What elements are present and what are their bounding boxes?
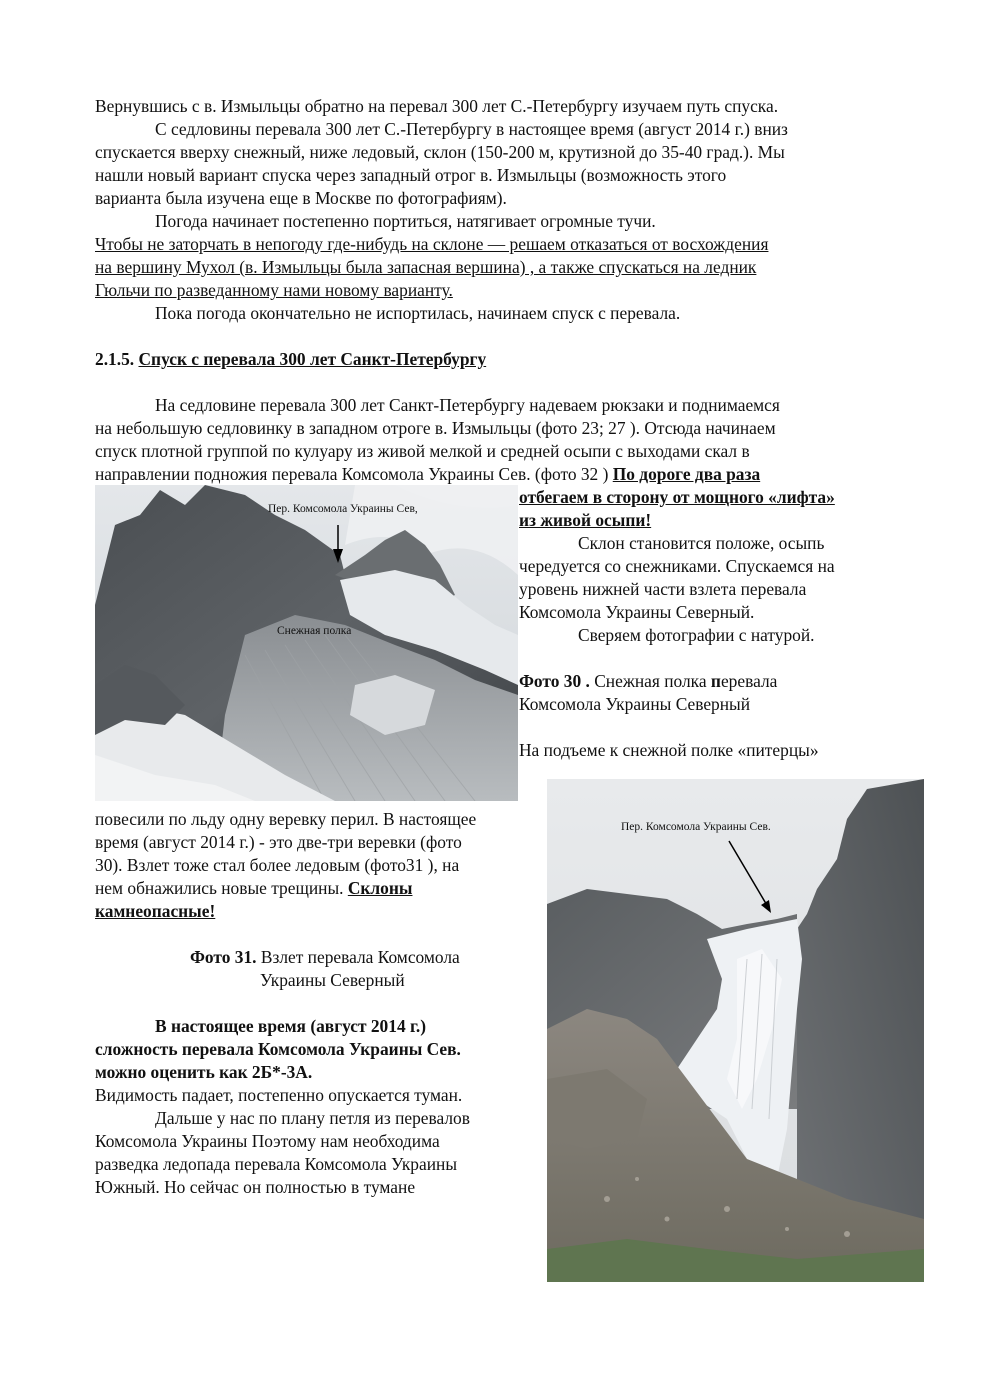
paragraph-line: Вернувшись с в. Измыльцы обратно на перевал 300 лет С.-Петербургу изучаем путь спуска.: [95, 96, 779, 116]
warning-text: отбегаем в сторону от мощного «лифта»: [519, 487, 835, 507]
paragraph-line: варианта была изучена еще в Москве по фотографиям).: [95, 188, 507, 208]
paragraph-line: спускается вверху снежный, ниже ледовый, склон (150-200 м, крутизной до 35-40 град.). Мы: [95, 142, 785, 162]
section-title: Спуск с перевала 300 лет Санкт-Петербургу: [138, 349, 487, 369]
photo-31-caption-line: Украины Северный: [260, 970, 405, 990]
paragraph-text: направлении подножия перевала Комсомола Украины Сев. (фото 32 ): [95, 464, 613, 484]
warning-text: камнеопасные!: [95, 901, 216, 921]
caption-number: Фото 30 .: [519, 671, 595, 691]
warning-text: из живой осыпи!: [519, 510, 652, 530]
paragraph-line: повесили по льду одну веревку перил. В настоящее: [95, 809, 477, 829]
conclusion-bold-line: В настоящее время (август 2014 г.): [155, 1016, 427, 1036]
paragraph-line: чередуется со снежниками. Спускаемся на: [519, 556, 835, 576]
section-number: 2.1.5.: [95, 349, 139, 369]
paragraph-line: на небольшую седловинку в западном отроге в. Измыльцы (фото 23; 27 ). Отсюда начинаем: [95, 418, 776, 438]
paragraph-line: Комсомола Украины Северный.: [519, 602, 755, 622]
warning-text: По дороге два раза: [612, 464, 761, 484]
paragraph-text: нем обнажились новые трещины.: [95, 878, 348, 898]
photo-30-caption-line: Комсомола Украины Северный: [519, 694, 751, 714]
paragraph-line: [95, 877, 412, 900]
underlined-paragraph-line: на вершину Мухол (в. Измыльцы была запасная вершина) , а также спускаться на ледник: [95, 257, 757, 277]
paragraph-line: Склон становится положе, осыпь: [578, 533, 825, 553]
paragraph-line: Погода начинает постепенно портиться, натягивает огромные тучи.: [155, 211, 656, 231]
paragraph-line: На седловине перевала 300 лет Санкт-Петербургу надеваем рюкзаки и поднимаемся: [155, 395, 780, 415]
paragraph-line: [95, 463, 760, 486]
caption-text: п: [710, 671, 721, 691]
conclusion-bold-line: можно оценить как 2Б*-3А.: [95, 1062, 313, 1082]
photo-31-pass-ascent: [547, 779, 924, 1282]
paragraph-line: уровень нижней части взлета перевала: [519, 579, 807, 599]
paragraph-line: спуск плотной группой по кулуару из живой мелкой и средней осыпи с выходами скал в: [95, 441, 750, 461]
paragraph-line: Южный. Но сейчас он полностью в тумане: [95, 1177, 416, 1197]
photo-label-snow-shelf: Снежная полка: [277, 625, 352, 637]
underlined-paragraph-line: Гюльчи по разведанному нами новому варианту.: [95, 280, 453, 300]
photo-30-snow-shelf: [95, 485, 518, 801]
photo-30-caption: [519, 670, 777, 693]
caption-number: Фото 31.: [190, 947, 261, 967]
warning-text: Склоны: [347, 878, 413, 898]
conclusion-bold-line: сложность перевала Комсомола Украины Сев.: [95, 1039, 461, 1059]
paragraph-line: С седловины перевала 300 лет С.-Петербургу в настоящее время (август 2014 г.) вниз: [155, 119, 788, 139]
paragraph-line: Видимость падает, постепенно опускается туман.: [95, 1085, 463, 1105]
caption-text: Снежная полка: [594, 671, 711, 691]
caption-text: Взлет перевала Комсомола: [260, 947, 460, 967]
paragraph-line: время (август 2014 г.) - это две-три веревки (фото: [95, 832, 462, 852]
paragraph-line: разведка ледопада перевала Комсомола Украины: [95, 1154, 458, 1174]
photo-label-pass: Пер. Комсомола Украины Сев,: [268, 503, 418, 515]
paragraph-line: 30). Взлет тоже стал более ледовым (фото31 ), на: [95, 855, 460, 875]
paragraph-line: Сверяем фотографии с натурой.: [578, 625, 815, 645]
caption-text: еревала: [720, 671, 778, 691]
section-heading: [95, 348, 486, 371]
paragraph-line: На подъеме к снежной полке «питерцы»: [519, 740, 819, 760]
paragraph-line: Дальше у нас по плану петля из перевалов: [155, 1108, 470, 1128]
photo-31-caption: [190, 946, 460, 969]
underlined-paragraph-line: Чтобы не заторчать в непогоду где-нибудь на склоне — решаем отказаться от восхождения: [95, 234, 769, 254]
photo-label-pass: Пер. Комсомола Украины Сев.: [621, 821, 771, 833]
paragraph-line: Комсомола Украины Поэтому нам необходима: [95, 1131, 440, 1151]
paragraph-line: Пока погода окончательно не испортилась, начинаем спуск с перевала.: [155, 303, 681, 323]
paragraph-line: нашли новый вариант спуска через западный отрог в. Измыльцы (возможность этого: [95, 165, 727, 185]
